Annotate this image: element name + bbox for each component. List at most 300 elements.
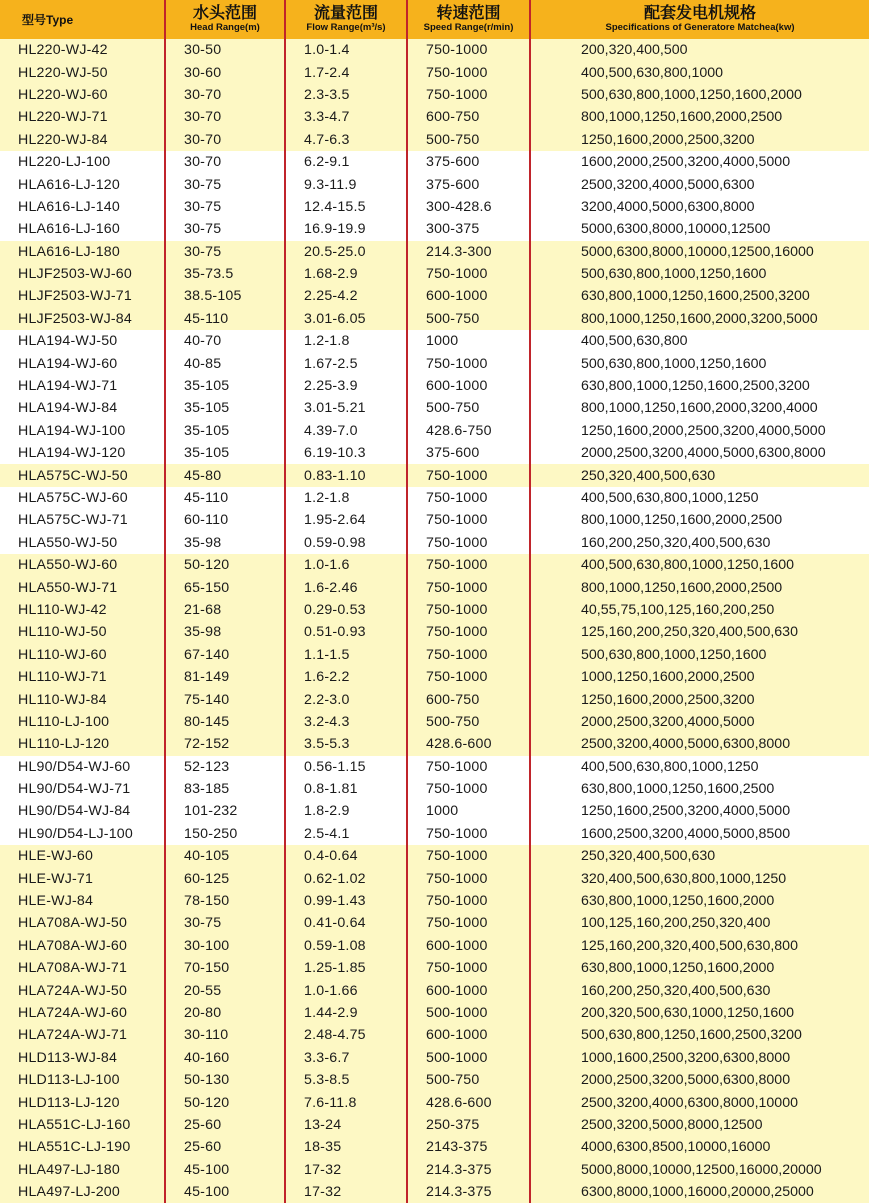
cell-type: HL220-WJ-50 — [18, 64, 108, 81]
cell-type: HLA724A-WJ-50 — [18, 982, 128, 999]
cell-generator-spec: 320,400,500,630,800,1000,1250 — [530, 867, 869, 889]
cell-type: HL220-WJ-84 — [18, 131, 108, 148]
cell-type: HLE-WJ-71 — [18, 870, 94, 887]
table-row — [0, 241, 869, 263]
cell-speed-range: 600-1000 — [407, 935, 530, 957]
cell-speed-range: 500-1000 — [407, 1047, 530, 1069]
cell-flow-range: 3.01-6.05 — [285, 308, 407, 330]
cell-type: HLA497-LJ-180 — [18, 1161, 120, 1178]
cell-head-range: 40-160 — [165, 1047, 285, 1069]
table-row — [0, 263, 869, 285]
cell-flow-range: 17-32 — [285, 1159, 407, 1181]
cell-head-range: 21-68 — [165, 599, 285, 621]
cell-type: HL110-WJ-50 — [18, 624, 107, 641]
table-row — [0, 666, 869, 688]
cell-speed-range: 428.6-600 — [407, 733, 530, 755]
cell-generator-spec: 160,200,250,320,400,500,630 — [530, 979, 869, 1001]
cell-speed-range: 600-750 — [407, 106, 530, 128]
cell-head-range: 45-100 — [165, 1159, 285, 1181]
cell-head-range: 52-123 — [165, 756, 285, 778]
table-row — [0, 151, 869, 173]
cell-speed-range: 375-600 — [407, 442, 530, 464]
cell-type: HLD113-LJ-100 — [18, 1072, 120, 1089]
cell-speed-range: 750-1000 — [407, 576, 530, 598]
cell-generator-spec: 125,160,200,320,400,500,630,800 — [530, 935, 869, 957]
table-row — [0, 330, 869, 352]
cell-speed-range: 750-1000 — [407, 599, 530, 621]
cell-head-range: 30-70 — [165, 129, 285, 151]
cell-type: HLA194-WJ-50 — [18, 333, 118, 350]
table-row — [0, 420, 869, 442]
cell-head-range: 30-70 — [165, 106, 285, 128]
cell-head-range: 35-105 — [165, 442, 285, 464]
cell-generator-spec: 250,320,400,500,630 — [530, 464, 869, 486]
cell-head-range: 81-149 — [165, 666, 285, 688]
cell-head-range: 60-110 — [165, 509, 285, 531]
cell-head-range: 30-70 — [165, 151, 285, 173]
cell-type: HLJF2503-WJ-60 — [18, 266, 132, 283]
cell-type: HLA497-LJ-200 — [18, 1184, 120, 1201]
cell-speed-range: 750-1000 — [407, 263, 530, 285]
cell-generator-spec: 400,500,630,800,1000,1250 — [530, 756, 869, 778]
cell-speed-range: 500-750 — [407, 308, 530, 330]
cell-type: HLA194-WJ-71 — [18, 378, 118, 395]
cell-flow-range: 20.5-25.0 — [285, 241, 407, 263]
table-row — [0, 756, 869, 778]
cell-flow-range: 18-35 — [285, 1136, 407, 1158]
cell-head-range: 50-130 — [165, 1069, 285, 1091]
cell-flow-range: 1.0-1.6 — [285, 554, 407, 576]
cell-speed-range: 428.6-750 — [407, 420, 530, 442]
cell-flow-range: 3.01-5.21 — [285, 397, 407, 419]
cell-type: HLA550-WJ-50 — [18, 534, 118, 551]
cell-flow-range: 0.59-1.08 — [285, 935, 407, 957]
cell-flow-range: 1.25-1.85 — [285, 957, 407, 979]
cell-generator-spec: 1250,1600,2000,2500,3200 — [530, 688, 869, 710]
cell-speed-range: 750-1000 — [407, 823, 530, 845]
cell-type: HLE-WJ-84 — [18, 893, 94, 910]
cell-type: HLE-WJ-60 — [18, 848, 94, 865]
cell-head-range: 30-75 — [165, 196, 285, 218]
cell-type: HL90/D54-WJ-71 — [18, 781, 131, 798]
cell-generator-spec: 40,55,75,100,125,160,200,250 — [530, 599, 869, 621]
header-speed-range — [407, 0, 530, 39]
cell-speed-range: 750-1000 — [407, 509, 530, 531]
cell-generator-spec: 2500,3200,4000,6300,8000,10000 — [530, 1091, 869, 1113]
table-row — [0, 106, 869, 128]
cell-speed-range: 250-375 — [407, 1114, 530, 1136]
cell-type: HLA551C-LJ-190 — [18, 1139, 131, 1156]
cell-speed-range: 750-1000 — [407, 890, 530, 912]
table-row — [0, 1002, 869, 1024]
cell-type: HLA724A-WJ-71 — [18, 1027, 128, 1044]
cell-speed-range: 214.3-375 — [407, 1159, 530, 1181]
cell-type: HL220-WJ-71 — [18, 109, 108, 126]
cell-generator-spec: 400,500,630,800,1000 — [530, 61, 869, 83]
cell-type: HLA194-WJ-60 — [18, 355, 118, 372]
cell-head-range: 78-150 — [165, 890, 285, 912]
cell-generator-spec: 125,160,200,250,320,400,500,630 — [530, 621, 869, 643]
cell-head-range: 67-140 — [165, 644, 285, 666]
header-head-range — [165, 0, 285, 39]
cell-type: HLD113-LJ-120 — [18, 1094, 120, 1111]
cell-flow-range: 6.2-9.1 — [285, 151, 407, 173]
header-head-zh: 水头范围 — [192, 5, 257, 22]
cell-speed-range: 750-1000 — [407, 957, 530, 979]
cell-speed-range: 600-1000 — [407, 285, 530, 307]
cell-flow-range: 4.39-7.0 — [285, 420, 407, 442]
cell-flow-range: 12.4-15.5 — [285, 196, 407, 218]
cell-generator-spec: 400,500,630,800,1000,1250 — [530, 487, 869, 509]
cell-head-range: 50-120 — [165, 554, 285, 576]
cell-type: HLA551C-LJ-160 — [18, 1116, 131, 1133]
cell-head-range: 80-145 — [165, 711, 285, 733]
cell-speed-range: 600-1000 — [407, 375, 530, 397]
cell-flow-range: 1.7-2.4 — [285, 61, 407, 83]
cell-head-range: 40-105 — [165, 845, 285, 867]
table-row — [0, 1047, 869, 1069]
header-gen-en: Specifications of Generatore Matchea(kw) — [605, 22, 795, 33]
cell-flow-range: 1.1-1.5 — [285, 644, 407, 666]
cell-flow-range: 0.29-0.53 — [285, 599, 407, 621]
cell-head-range: 30-75 — [165, 241, 285, 263]
table-row — [0, 800, 869, 822]
cell-generator-spec: 500,630,800,1000,1250,1600 — [530, 352, 869, 374]
cell-generator-spec: 6300,8000,1000,16000,20000,25000 — [530, 1181, 869, 1203]
table-row — [0, 1024, 869, 1046]
cell-flow-range: 1.44-2.9 — [285, 1002, 407, 1024]
cell-generator-spec: 1250,1600,2500,3200,4000,5000 — [530, 800, 869, 822]
cell-generator-spec: 5000,8000,10000,12500,16000,20000 — [530, 1159, 869, 1181]
cell-head-range: 45-100 — [165, 1181, 285, 1203]
cell-flow-range: 1.0-1.66 — [285, 979, 407, 1001]
cell-flow-range: 5.3-8.5 — [285, 1069, 407, 1091]
cell-flow-range: 1.6-2.46 — [285, 576, 407, 598]
cell-head-range: 30-75 — [165, 173, 285, 195]
header-flow-range — [285, 0, 407, 39]
table-row — [0, 979, 869, 1001]
cell-type: HLA616-LJ-180 — [18, 243, 120, 260]
cell-speed-range: 375-600 — [407, 173, 530, 195]
cell-speed-range: 750-1000 — [407, 464, 530, 486]
table-row — [0, 711, 869, 733]
cell-head-range: 35-73.5 — [165, 263, 285, 285]
cell-type: HL110-WJ-84 — [18, 691, 107, 708]
cell-speed-range: 750-1000 — [407, 867, 530, 889]
cell-head-range: 20-55 — [165, 979, 285, 1001]
table-row — [0, 867, 869, 889]
cell-head-range: 25-60 — [165, 1114, 285, 1136]
cell-head-range: 101-232 — [165, 800, 285, 822]
cell-type: HLA575C-WJ-71 — [18, 512, 128, 529]
cell-generator-spec: 100,125,160,200,250,320,400 — [530, 912, 869, 934]
table-row — [0, 1159, 869, 1181]
cell-flow-range: 2.25-4.2 — [285, 285, 407, 307]
cell-head-range: 60-125 — [165, 867, 285, 889]
cell-type: HL110-WJ-60 — [18, 646, 107, 663]
cell-type: HLA575C-WJ-50 — [18, 467, 128, 484]
cell-flow-range: 0.51-0.93 — [285, 621, 407, 643]
cell-head-range: 65-150 — [165, 576, 285, 598]
cell-generator-spec: 1000,1600,2500,3200,6300,8000 — [530, 1047, 869, 1069]
header-flow-en: Flow Range(m³/s) — [306, 22, 386, 33]
cell-head-range: 35-98 — [165, 621, 285, 643]
cell-flow-range: 0.4-0.64 — [285, 845, 407, 867]
cell-speed-range: 214.3-300 — [407, 241, 530, 263]
table-row — [0, 576, 869, 598]
header-generator-spec — [530, 0, 869, 39]
header-type-zh: 型号 — [22, 13, 47, 27]
cell-speed-range: 750-1000 — [407, 778, 530, 800]
table-row — [0, 84, 869, 106]
cell-generator-spec: 800,1000,1250,1600,2000,2500 — [530, 106, 869, 128]
cell-generator-spec: 250,320,400,500,630 — [530, 845, 869, 867]
cell-generator-spec: 1000,1250,1600,2000,2500 — [530, 666, 869, 688]
header-speed-zh: 转速范围 — [436, 5, 501, 22]
cell-type: HLA194-WJ-84 — [18, 400, 118, 417]
cell-speed-range: 500-750 — [407, 1069, 530, 1091]
cell-head-range: 40-70 — [165, 330, 285, 352]
cell-speed-range: 750-1000 — [407, 352, 530, 374]
cell-speed-range: 750-1000 — [407, 756, 530, 778]
cell-flow-range: 1.2-1.8 — [285, 487, 407, 509]
cell-flow-range: 2.2-3.0 — [285, 688, 407, 710]
cell-flow-range: 13-24 — [285, 1114, 407, 1136]
cell-type: HLA194-WJ-100 — [18, 422, 126, 439]
header-type-en: Type — [46, 13, 74, 27]
table-row — [0, 196, 869, 218]
cell-flow-range: 0.62-1.02 — [285, 867, 407, 889]
table-row — [0, 644, 869, 666]
header-gen-zh: 配套发电机规格 — [643, 5, 756, 22]
cell-generator-spec: 800,1000,1250,1600,2000,2500 — [530, 509, 869, 531]
table-row — [0, 285, 869, 307]
cell-type: HLA194-WJ-120 — [18, 445, 126, 462]
cell-head-range: 83-185 — [165, 778, 285, 800]
cell-head-range: 30-50 — [165, 39, 285, 61]
cell-type: HL90/D54-WJ-84 — [18, 803, 131, 820]
cell-head-range: 30-70 — [165, 84, 285, 106]
table-row — [0, 464, 869, 486]
cell-type: HLA616-LJ-160 — [18, 221, 120, 238]
cell-flow-range: 2.3-3.5 — [285, 84, 407, 106]
cell-generator-spec: 5000,6300,8000,10000,12500,16000 — [530, 241, 869, 263]
cell-flow-range: 3.5-5.3 — [285, 733, 407, 755]
cell-speed-range: 300-428.6 — [407, 196, 530, 218]
cell-head-range: 30-75 — [165, 218, 285, 240]
cell-generator-spec: 500,630,800,1000,1250,1600 — [530, 263, 869, 285]
cell-flow-range: 0.99-1.43 — [285, 890, 407, 912]
cell-type: HL110-LJ-120 — [18, 736, 110, 753]
table-row — [0, 61, 869, 83]
cell-speed-range: 750-1000 — [407, 912, 530, 934]
table-row — [0, 39, 869, 61]
cell-type: HLA708A-WJ-50 — [18, 915, 128, 932]
cell-generator-spec: 630,800,1000,1250,1600,2500 — [530, 778, 869, 800]
cell-flow-range: 16.9-19.9 — [285, 218, 407, 240]
cell-generator-spec: 2000,2500,3200,4000,5000,6300,8000 — [530, 442, 869, 464]
cell-speed-range: 750-1000 — [407, 621, 530, 643]
cell-generator-spec: 4000,6300,8500,10000,16000 — [530, 1136, 869, 1158]
cell-generator-spec: 400,500,630,800 — [530, 330, 869, 352]
header-head-en: Head Range(m) — [190, 22, 260, 33]
cell-flow-range: 3.3-4.7 — [285, 106, 407, 128]
cell-generator-spec: 200,320,500,630,1000,1250,1600 — [530, 1002, 869, 1024]
cell-speed-range: 375-600 — [407, 151, 530, 173]
cell-generator-spec: 2500,3200,5000,8000,12500 — [530, 1114, 869, 1136]
cell-speed-range: 750-1000 — [407, 487, 530, 509]
cell-type: HLD113-WJ-84 — [18, 1049, 118, 1066]
cell-generator-spec: 3200,4000,5000,6300,8000 — [530, 196, 869, 218]
cell-type: HL110-WJ-71 — [18, 669, 107, 686]
cell-generator-spec: 5000,6300,8000,10000,12500 — [530, 218, 869, 240]
table-row — [0, 308, 869, 330]
cell-flow-range: 0.59-0.98 — [285, 532, 407, 554]
cell-head-range: 35-105 — [165, 375, 285, 397]
cell-type: HLJF2503-WJ-84 — [18, 310, 132, 327]
cell-generator-spec: 630,800,1000,1250,1600,2500,3200 — [530, 285, 869, 307]
cell-speed-range: 600-1000 — [407, 1024, 530, 1046]
table-row — [0, 487, 869, 509]
cell-speed-range: 750-1000 — [407, 532, 530, 554]
cell-type: HL90/D54-LJ-100 — [18, 825, 133, 842]
cell-generator-spec: 2000,2500,3200,4000,5000 — [530, 711, 869, 733]
cell-generator-spec: 2500,3200,4000,5000,6300 — [530, 173, 869, 195]
cell-speed-range: 750-1000 — [407, 666, 530, 688]
table-row — [0, 442, 869, 464]
cell-speed-range: 750-1000 — [407, 84, 530, 106]
cell-generator-spec: 800,1000,1250,1600,2000,3200,5000 — [530, 308, 869, 330]
cell-generator-spec: 1600,2000,2500,3200,4000,5000 — [530, 151, 869, 173]
cell-type: HL90/D54-WJ-60 — [18, 758, 131, 775]
cell-type: HL110-LJ-100 — [18, 713, 110, 730]
cell-head-range: 20-80 — [165, 1002, 285, 1024]
header-row — [0, 0, 869, 39]
cell-speed-range: 600-750 — [407, 688, 530, 710]
cell-flow-range: 7.6-11.8 — [285, 1091, 407, 1113]
table-row — [0, 509, 869, 531]
cell-flow-range: 6.19-10.3 — [285, 442, 407, 464]
table-row — [0, 599, 869, 621]
cell-head-range: 50-120 — [165, 1091, 285, 1113]
cell-flow-range: 1.0-1.4 — [285, 39, 407, 61]
cell-generator-spec: 1250,1600,2000,2500,3200,4000,5000 — [530, 420, 869, 442]
cell-head-range: 35-105 — [165, 397, 285, 419]
cell-flow-range: 1.68-2.9 — [285, 263, 407, 285]
cell-generator-spec: 1600,2500,3200,4000,5000,8500 — [530, 823, 869, 845]
cell-generator-spec: 800,1000,1250,1600,2000,2500 — [530, 576, 869, 598]
cell-flow-range: 0.41-0.64 — [285, 912, 407, 934]
table-row — [0, 397, 869, 419]
table-row — [0, 733, 869, 755]
table-row — [0, 129, 869, 151]
cell-type: HLA550-WJ-71 — [18, 579, 118, 596]
header-type — [0, 0, 165, 39]
cell-type: HLA575C-WJ-60 — [18, 490, 128, 506]
cell-type: HLA616-LJ-140 — [18, 198, 120, 215]
cell-head-range: 35-105 — [165, 420, 285, 442]
cell-generator-spec: 500,630,800,1250,1600,2500,3200 — [530, 1024, 869, 1046]
table-row — [0, 912, 869, 934]
cell-speed-range: 1000 — [407, 330, 530, 352]
cell-head-range: 35-98 — [165, 532, 285, 554]
cell-generator-spec: 160,200,250,320,400,500,630 — [530, 532, 869, 554]
cell-type: HLA708A-WJ-71 — [18, 960, 128, 977]
cell-flow-range: 0.83-1.10 — [285, 464, 407, 486]
table-row — [0, 1136, 869, 1158]
table-row — [0, 1114, 869, 1136]
table-row — [0, 688, 869, 710]
cell-head-range: 30-60 — [165, 61, 285, 83]
cell-type: HL220-WJ-60 — [18, 86, 108, 103]
cell-flow-range: 1.67-2.5 — [285, 352, 407, 374]
cell-flow-range: 9.3-11.9 — [285, 173, 407, 195]
cell-speed-range: 500-750 — [407, 397, 530, 419]
cell-head-range: 38.5-105 — [165, 285, 285, 307]
cell-type: HL220-LJ-100 — [18, 154, 111, 171]
table-row — [0, 890, 869, 912]
cell-flow-range: 2.5-4.1 — [285, 823, 407, 845]
table-row — [0, 778, 869, 800]
cell-generator-spec: 200,320,400,500 — [530, 39, 869, 61]
table-row — [0, 352, 869, 374]
cell-type: HLA550-WJ-60 — [18, 557, 118, 574]
cell-type: HL220-WJ-42 — [18, 42, 108, 59]
cell-type: HLA708A-WJ-60 — [18, 937, 128, 954]
cell-head-range: 45-80 — [165, 464, 285, 486]
cell-speed-range: 300-375 — [407, 218, 530, 240]
cell-generator-spec: 1250,1600,2000,2500,3200 — [530, 129, 869, 151]
cell-generator-spec: 630,800,1000,1250,1600,2500,3200 — [530, 375, 869, 397]
cell-flow-range: 17-32 — [285, 1181, 407, 1203]
cell-speed-range: 1000 — [407, 800, 530, 822]
cell-flow-range: 3.2-4.3 — [285, 711, 407, 733]
cell-speed-range: 214.3-375 — [407, 1181, 530, 1203]
cell-speed-range: 600-1000 — [407, 979, 530, 1001]
cell-generator-spec: 630,800,1000,1250,1600,2000 — [530, 890, 869, 912]
cell-flow-range: 1.95-2.64 — [285, 509, 407, 531]
cell-head-range: 45-110 — [165, 487, 285, 509]
cell-head-range: 30-100 — [165, 935, 285, 957]
cell-head-range: 30-110 — [165, 1024, 285, 1046]
cell-flow-range: 1.8-2.9 — [285, 800, 407, 822]
table-body — [0, 39, 869, 1203]
cell-flow-range: 3.3-6.7 — [285, 1047, 407, 1069]
cell-generator-spec: 800,1000,1250,1600,2000,3200,4000 — [530, 397, 869, 419]
table-row — [0, 935, 869, 957]
cell-flow-range: 4.7-6.3 — [285, 129, 407, 151]
table-row — [0, 621, 869, 643]
cell-type: HLJF2503-WJ-71 — [18, 288, 132, 305]
cell-generator-spec: 400,500,630,800,1000,1250,1600 — [530, 554, 869, 576]
cell-speed-range: 750-1000 — [407, 644, 530, 666]
cell-head-range: 30-75 — [165, 912, 285, 934]
cell-flow-range: 2.25-3.9 — [285, 375, 407, 397]
cell-head-range: 75-140 — [165, 688, 285, 710]
cell-head-range: 70-150 — [165, 957, 285, 979]
cell-speed-range: 750-1000 — [407, 39, 530, 61]
cell-head-range: 72-152 — [165, 733, 285, 755]
cell-head-range: 40-85 — [165, 352, 285, 374]
cell-speed-range: 750-1000 — [407, 554, 530, 576]
cell-flow-range: 0.56-1.15 — [285, 756, 407, 778]
header-speed-en: Speed Range(r/min) — [423, 22, 514, 33]
cell-generator-spec: 2500,3200,4000,5000,6300,8000 — [530, 733, 869, 755]
table-header — [0, 0, 869, 39]
table-row — [0, 532, 869, 554]
table-row — [0, 375, 869, 397]
table-row — [0, 1069, 869, 1091]
